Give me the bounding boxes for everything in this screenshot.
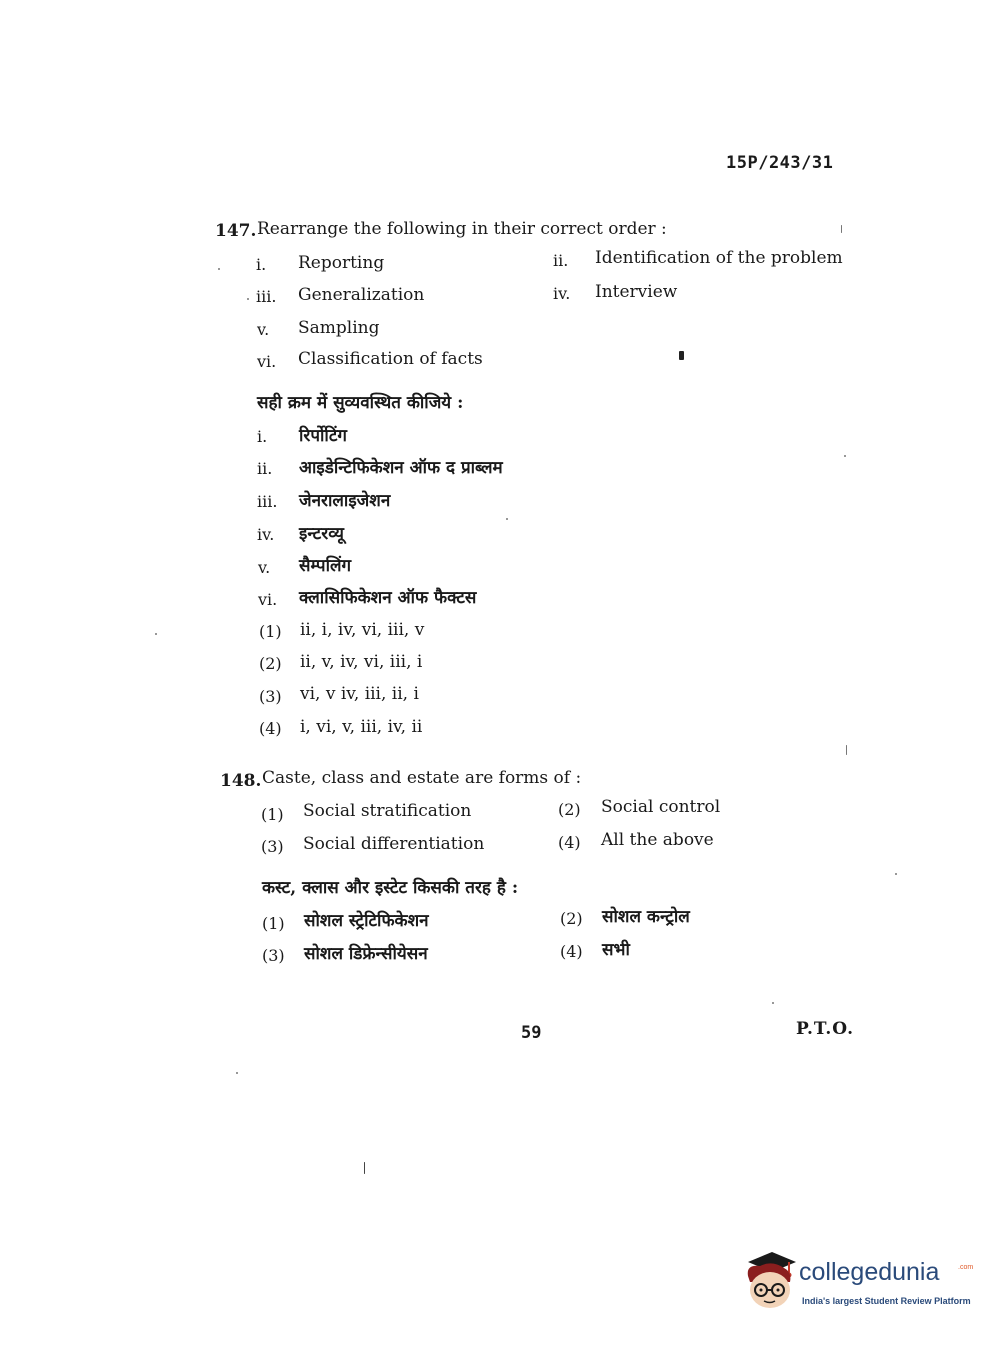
scan-speck (895, 873, 897, 875)
scan-speck (506, 518, 508, 520)
scan-speck (247, 298, 249, 300)
option-text: i, vi, v, iii, iv, ii (300, 717, 423, 737)
question-text-147: Rearrange the following in their correct order : (257, 219, 667, 239)
scan-speck (218, 268, 220, 270)
question-text-148-hi: कस्ट, क्लास और इस्टेट किसकी तरह है : (262, 878, 519, 898)
scan-speck (236, 1072, 238, 1074)
scan-speck (846, 745, 847, 755)
scan-speck (772, 1002, 774, 1004)
option-text: सोशल स्ट्रेटिफिकेशन (304, 911, 429, 931)
option-number: (2) (259, 654, 282, 673)
item-label: Identification of the problem (595, 248, 843, 268)
option-number: (2) (558, 800, 581, 819)
logo-suffix: .com (958, 1264, 974, 1271)
question-text-148: Caste, class and estate are forms of : (262, 768, 582, 788)
item-roman: v. (258, 558, 271, 577)
option-number: (4) (560, 942, 583, 961)
item-label: आइडेन्टिफिकेशन ऑफ द प्राब्लम (299, 458, 503, 478)
option-number: (3) (261, 837, 284, 856)
option-number: (1) (262, 914, 285, 933)
collegedunia-logo (742, 1250, 972, 1314)
pto-label: P.T.O. (796, 1019, 854, 1039)
option-number: (3) (262, 946, 285, 965)
option-text: सभी (602, 940, 630, 960)
item-label: जेनरालाइजेशन (299, 491, 391, 511)
item-roman: v. (257, 320, 270, 339)
question-text-147-hi: सही क्रम में सुव्यवस्थित कीजिये : (257, 393, 464, 413)
item-roman: vi. (257, 352, 277, 371)
logo-wordmark: collegedunia (799, 1258, 940, 1286)
option-number: (2) (560, 909, 583, 928)
item-roman: i. (257, 427, 268, 446)
logo-tagline: India's largest Student Review Platform (802, 1296, 971, 1306)
option-number: (4) (259, 719, 282, 738)
item-label: Classification of facts (298, 349, 483, 369)
item-roman: vi. (258, 590, 278, 609)
item-roman: iii. (257, 492, 278, 511)
question-number-147: 147. (215, 221, 257, 241)
page-number: 59 (521, 1023, 542, 1043)
item-label: Sampling (298, 318, 380, 338)
option-text: Social differentiation (303, 834, 485, 854)
option-number: (1) (261, 805, 284, 824)
item-label: Generalization (298, 285, 425, 305)
mascot-icon (742, 1250, 800, 1314)
option-text: सोशल डिफ्रेन्सीयेसन (304, 944, 428, 964)
item-roman: i. (256, 255, 267, 274)
option-text: ii, v, iv, vi, iii, i (300, 652, 423, 672)
item-roman: iii. (256, 287, 277, 306)
item-label: Interview (595, 282, 678, 302)
scan-mark (679, 351, 684, 360)
question-number-148: 148. (220, 771, 262, 791)
option-text: Social stratification (303, 801, 472, 821)
item-label: क्लासिफिकेशन ऑफ फैक्टस (299, 588, 477, 608)
option-text: सोशल कन्ट्रोल (602, 907, 690, 927)
option-number: (1) (259, 622, 282, 641)
item-label: सैम्पलिंग (299, 556, 352, 576)
item-label: Reporting (298, 253, 385, 273)
option-number: (3) (259, 687, 282, 706)
scan-speck (364, 1162, 365, 1174)
option-number: (4) (558, 833, 581, 852)
option-text: vi, v iv, iii, ii, i (300, 684, 419, 704)
option-text: All the above (601, 830, 714, 850)
item-roman: iv. (553, 284, 571, 303)
item-roman: ii. (257, 459, 273, 478)
item-roman: iv. (257, 525, 275, 544)
item-roman: ii. (553, 251, 569, 270)
option-text: ii, i, iv, vi, iii, v (300, 620, 425, 640)
scan-speck (841, 225, 842, 233)
scan-speck (155, 633, 157, 635)
scan-speck (844, 455, 846, 457)
option-text: Social control (601, 797, 721, 817)
item-label: रिर्पोटिंग (299, 426, 347, 446)
paper-code: 15P/243/31 (726, 153, 834, 173)
item-label: इन्टरव्यू (299, 524, 344, 544)
